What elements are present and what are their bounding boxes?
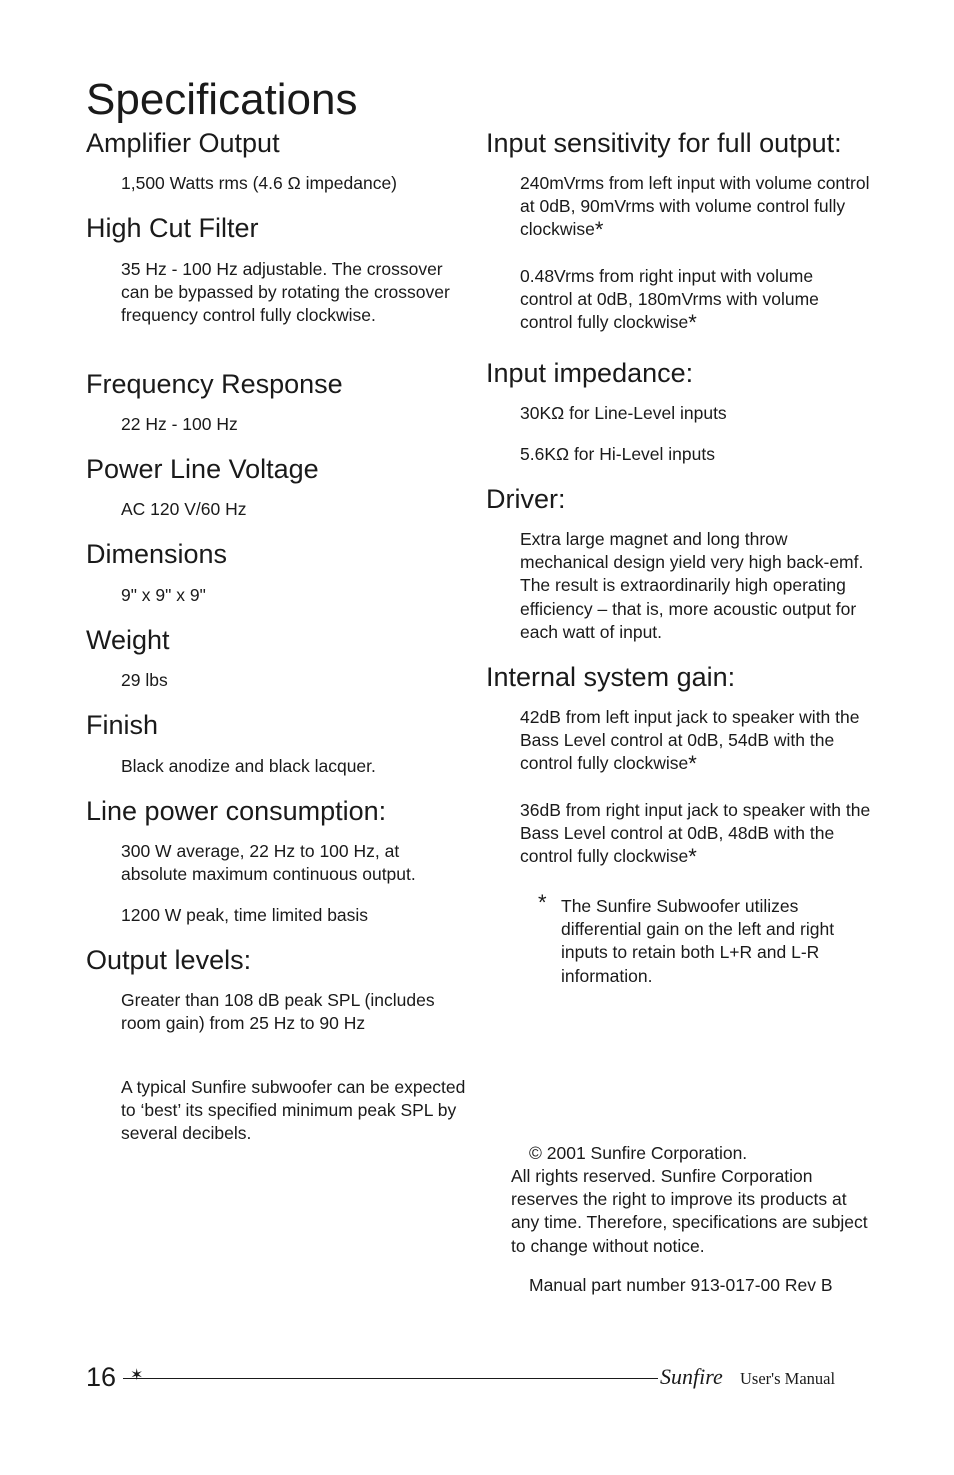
page-title: Specifications	[86, 75, 358, 124]
output-levels-heading: Output levels:	[86, 945, 252, 975]
asterisk-mark: *	[688, 751, 697, 777]
rights-reserved-text: All rights reserved. Sunfire Corporation reserves the right to improve its products at any time. Therefore, specifications are subject to change without notice.	[511, 1166, 868, 1256]
input-sensitivity-text-2: 0.48Vrms from right input with volume control at 0dB, 180mVrms with volume control fully clockwise*	[520, 266, 819, 336]
star-ornament-icon: ✶	[130, 1367, 144, 1384]
amplifier-output-heading: Amplifier Output	[86, 128, 280, 158]
internal-system-gain-text-1: 42dB from left input jack to speaker with the Bass Level control at 0dB, 54dB with the control fully clockwise*	[520, 707, 860, 777]
footnote-text: The Sunfire Subwoofer utilizes differential gain on the left and right inputs to retain both L+R and L-R information.	[561, 896, 835, 986]
copyright-line: © 2001 Sunfire Corporation.	[529, 1143, 748, 1163]
frequency-response-text: 22 Hz - 100 Hz	[121, 414, 238, 434]
high-cut-filter-text: 35 Hz - 100 Hz adjustable. The crossover can be bypassed by rotating the crossover frequency control fully clockwise.	[121, 259, 450, 326]
asterisk-mark: *	[688, 844, 697, 870]
driver-text: Extra large magnet and long throw mechanical design yield very high back-emf. The result is extraordinarily high operating efficiency – that is, more acoustic output for each watt of input.	[520, 529, 864, 642]
frequency-response-heading: Frequency Response	[86, 369, 343, 399]
line-power-consumption-heading: Line power consumption:	[86, 796, 387, 826]
footnote-asterisk: *	[538, 890, 547, 915]
dimensions-heading: Dimensions	[86, 539, 228, 569]
weight-heading: Weight	[86, 625, 170, 655]
asterisk-mark: *	[688, 310, 697, 336]
footer-rule	[123, 1378, 658, 1379]
finish-heading: Finish	[86, 710, 159, 740]
input-impedance-text-1: 30KΩ for Line-Level inputs	[520, 403, 727, 423]
input-sensitivity-heading: Input sensitivity for full output:	[486, 128, 842, 158]
manual-label: User's Manual	[740, 1369, 836, 1388]
asterisk-mark: *	[594, 217, 604, 243]
line-power-consumption-text-2: 1200 W peak, time limited basis	[121, 905, 369, 925]
weight-text: 29 lbs	[121, 670, 168, 690]
output-levels-text-2: A typical Sunfire subwoofer can be expected to ‘best’ its specified minimum peak SPL by several decibels.	[121, 1077, 466, 1144]
power-line-voltage-heading: Power Line Voltage	[86, 454, 319, 484]
amplifier-output-text: 1,500 Watts rms (4.6 Ω impedance)	[121, 173, 398, 193]
output-levels-text-1: Greater than 108 dB peak SPL (includes room gain) from 25 Hz to 90 Hz	[121, 990, 435, 1034]
line-power-consumption-text-1: 300 W average, 22 Hz to 100 Hz, at absolute maximum continuous output.	[121, 841, 416, 885]
high-cut-filter-heading: High Cut Filter	[86, 213, 259, 243]
input-impedance-text-2: 5.6KΩ for Hi-Level inputs	[520, 444, 715, 464]
manual-part-number: Manual part number 913-017-00 Rev B	[529, 1275, 833, 1295]
input-impedance-heading: Input impedance:	[486, 358, 694, 388]
brand-name: Sunfire	[660, 1364, 723, 1389]
input-sensitivity-text-1: 240mVrms from left input with volume control at 0dB, 90mVrms with volume control fully clockwise*	[520, 173, 870, 243]
driver-heading: Driver:	[486, 484, 566, 514]
power-line-voltage-text: AC 120 V/60 Hz	[121, 499, 247, 519]
finish-text: Black anodize and black lacquer.	[121, 756, 376, 776]
internal-system-gain-heading: Internal system gain:	[486, 662, 736, 692]
internal-system-gain-text-2: 36dB from right input jack to speaker with the Bass Level control at 0dB, 48dB with the control fully clockwise*	[520, 800, 871, 870]
page-number: 16	[86, 1362, 117, 1392]
dimensions-text: 9" x 9" x 9"	[121, 585, 206, 605]
